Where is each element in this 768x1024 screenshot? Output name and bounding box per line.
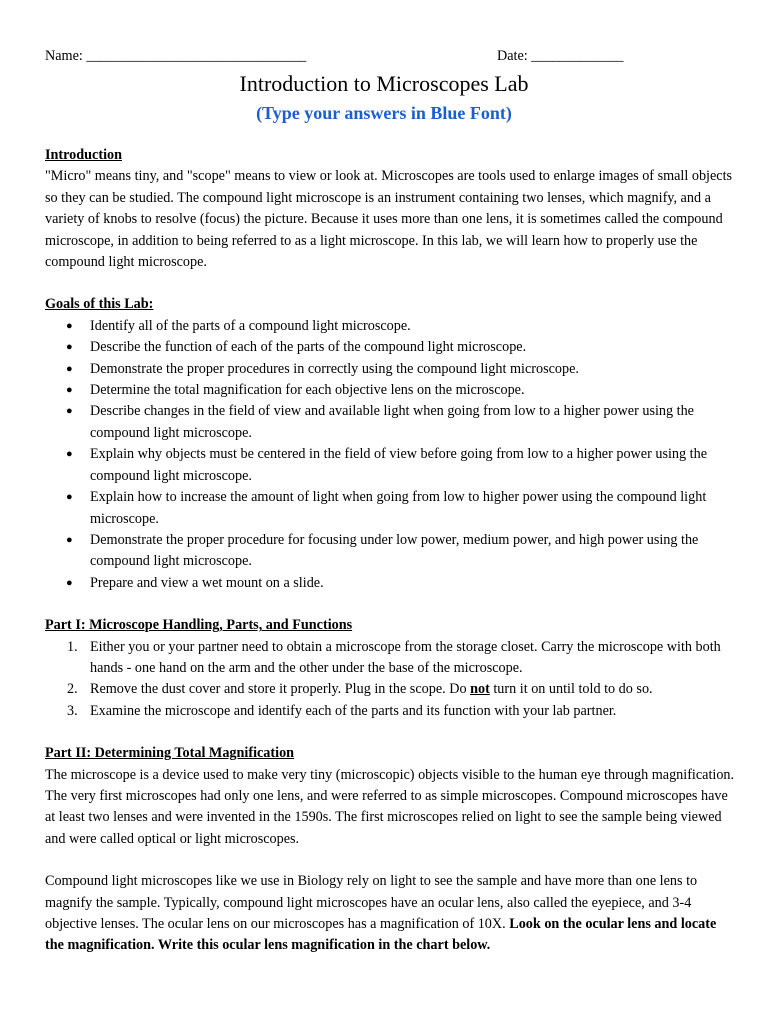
introduction-text: "Micro" means tiny, and "scope" means to view or look at. Microscopes are tools used to enlarge images of small objects so they can be studied. The compound light microscope is an instrument containing two lenses, which magnify, and a variety of knobs to resolve (focus) the picture. Because it uses more than one lens, it is sometimes called the compound microscope, in addition to being referred to as a light microscope. In this lab, we will learn how to properly use the compound light microscope.: [45, 168, 733, 271]
spacer: [45, 850, 735, 871]
goal-item: ● Determine the total magnification for each objective lens on the microscope.: [45, 380, 735, 401]
spacer: [45, 273, 735, 294]
goal-item: ● Explain how to increase the amount of light when going from low to higher power using the compound light microscope.: [45, 487, 735, 530]
step-text: turn it on until told to do so.: [489, 681, 653, 698]
paragraph-text: Compound light microscopes like we use in Biology rely on light to see the sample and have more than one lens to magnify the sample. Typically, compound light microscopes have an ocular lens, also called the eyepiece, and 3-4 objective lenses. The ocular lens on our microscopes has a magnification of 10X.: [45, 873, 698, 932]
step-item: [45, 637, 735, 680]
part2-paragraph: [45, 871, 735, 957]
page-subtitle: (Type your answers in Blue Font): [256, 103, 512, 123]
name-field-line: Name: _______________________________: [45, 48, 307, 64]
step-text: Remove the dust cover and store it properly. Plug in the scope. Do: [90, 681, 471, 698]
document-body: [45, 145, 735, 957]
part1-heading: Part I: Microscope Handling, Parts, and Functions: [45, 617, 353, 634]
goals-list: [45, 316, 735, 594]
spacer: [45, 722, 735, 743]
goal-item: ● Identify all of the parts of a compound light microscope.: [45, 316, 735, 337]
step-number: 2.: [67, 681, 78, 698]
part2-heading: Part II: Determining Total Magnification: [45, 745, 295, 762]
goal-item: ● Demonstrate the proper procedures in correctly using the compound light microscope.: [45, 359, 735, 380]
spacer: [45, 594, 735, 615]
page-title: Introduction to Microscopes Lab: [239, 71, 529, 96]
date-field-line: Date: _____________: [497, 48, 624, 64]
part2-paragraph: The microscope is a device used to make very tiny (microscopic) objects visible to the human eye through magnification. The very first microscopes had only one lens, and were referred to as simple microscopes. Compound microscopes have at least two lenses and were invented in the 1590s. The first microscopes relied on light to see the sample being viewed and were called optical or light microscopes.: [45, 766, 735, 847]
goal-item: ● Explain why objects must be centered in the field of view before going from low to a higher power using the compound light microscope.: [45, 444, 735, 487]
goal-item: ● Demonstrate the proper procedure for focusing under low power, medium power, and high power using the compound light microscope.: [45, 530, 735, 573]
goal-item: ● Describe the function of each of the parts of the compound light microscope.: [45, 337, 735, 358]
step-number: 1.: [67, 638, 78, 655]
goal-item: ● Describe changes in the field of view and available light when going from low to a higher power using the compound light microscope.: [45, 401, 735, 444]
step-number: 3.: [67, 702, 78, 719]
goal-item: ● Prepare and view a wet mount on a slide.: [45, 573, 735, 594]
step-item: [45, 679, 735, 700]
header-row: [45, 46, 725, 66]
step-text: Examine the microscope and identify each of the parts and its function with your lab partner.: [90, 702, 617, 719]
instruction-text: Look on the ocular lens and locate the magnification. Write this ocular lens magnification in the chart below.: [45, 916, 717, 954]
step-text: Either you or your partner need to obtain a microscope from the storage closet. Carry the microscope with both hands - one hand on the arm and the other under the base of the microscope.: [90, 638, 721, 676]
step-emphasis: not: [470, 681, 490, 698]
introduction-heading: Introduction: [45, 147, 122, 163]
goals-heading: Goals of this Lab:: [45, 296, 154, 313]
part1-steps: [45, 637, 735, 723]
step-item: [45, 701, 735, 722]
